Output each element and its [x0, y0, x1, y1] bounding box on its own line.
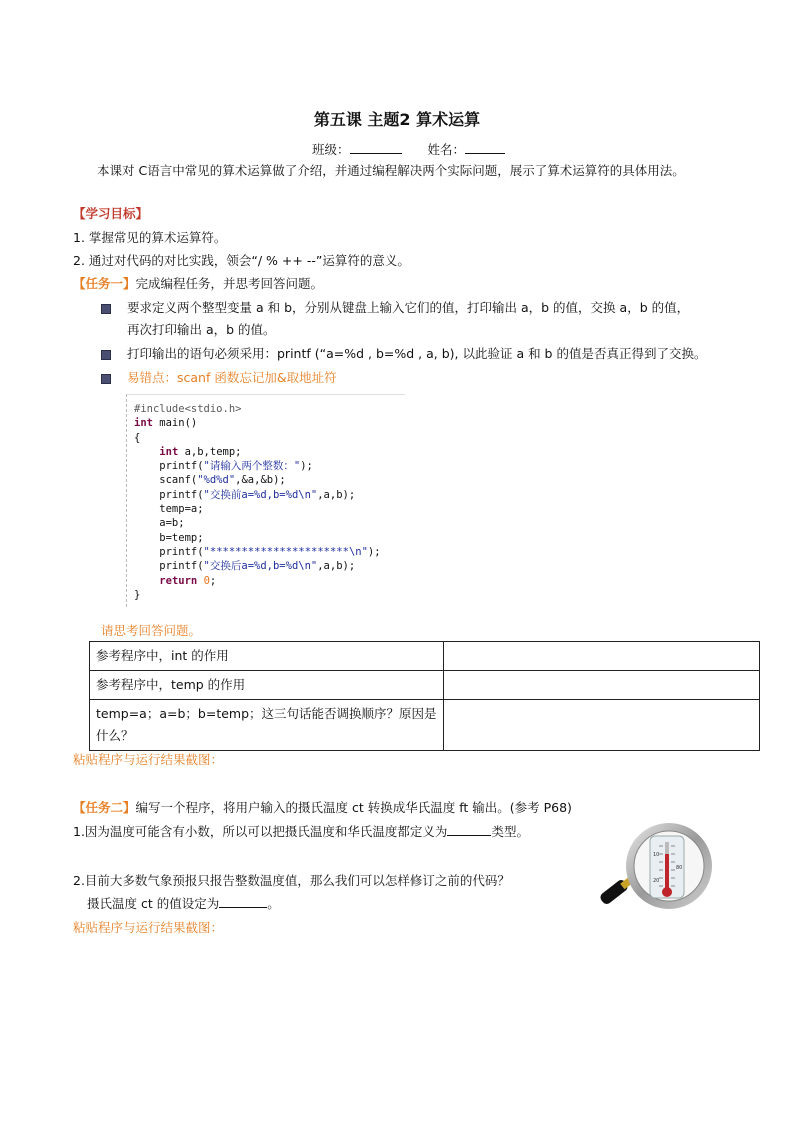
- code-line: printf("请输入两个整数：");: [134, 460, 313, 473]
- task2-q2: 2.目前大多数气象预报只报告整数温度值，那么我们可以怎样修订之前的代码？: [73, 873, 510, 888]
- code-line: int main(): [134, 417, 198, 430]
- code-line: printf("**********************\n");: [134, 545, 381, 558]
- bullet-text: 要求定义两个整型变量 a 和 b，分别从键盘上输入它们的值，打印输出 a，b 的值，交换 a，b 的值，: [127, 300, 690, 315]
- think-prompt: 请思考回答问题。: [101, 623, 202, 638]
- task1-bullet-1-cont: 再次打印输出 a，b 的值。: [127, 322, 276, 337]
- code-line: printf("交换后a=%d,b=%d\n",a,b);: [134, 560, 356, 573]
- task2-header-line: [73, 798, 572, 816]
- task1-header-line: [73, 274, 323, 292]
- name-blank[interactable]: [465, 141, 505, 154]
- code-line: }: [134, 588, 141, 601]
- task2-desc: 编写一个程序，将用户输入的摄氏温度 ct 转换成华氏温度 ft 输出。(参考 P68): [135, 800, 572, 815]
- table-row: [90, 642, 760, 671]
- page-title: 第五课 主题2 算术运算: [313, 110, 481, 129]
- name-label: 姓名：: [427, 142, 465, 157]
- q1-text: 1.因为温度可能含有小数，所以可以把摄氏温度和华氏温度都定义为: [73, 824, 448, 839]
- code-line: printf("交换前a=%d,b=%d\n",a,b);: [134, 488, 356, 501]
- question-cell: temp=a；a=b；b=temp；这三句话能否调换顺序？原因是什么？: [90, 700, 444, 751]
- question-cell: 参考程序中，temp 的作用: [90, 671, 444, 700]
- answer-cell[interactable]: [444, 700, 760, 751]
- task1-bullet-1: [101, 298, 689, 316]
- task1-desc: 完成编程任务，并思考回答问题。: [135, 276, 324, 291]
- thermo-label: 20: [653, 878, 660, 884]
- task2-header: 【任务二】: [73, 800, 136, 815]
- task1-bullet-3: [101, 368, 337, 386]
- code-line: int a,b,temp;: [159, 445, 242, 458]
- code-line: b=temp;: [134, 531, 204, 544]
- task1-header: 【任务一】: [73, 276, 136, 291]
- code-line: #include<stdio.h>: [134, 403, 242, 415]
- task2-q1: [73, 822, 529, 840]
- task2-q2-sub: [87, 894, 280, 912]
- q2-sub-suffix: 。: [267, 896, 280, 911]
- code-line: a=b;: [134, 517, 185, 530]
- thermo-label: 80: [676, 865, 683, 871]
- task1-bullet-2: [101, 344, 706, 362]
- code-line: temp=a;: [134, 503, 204, 516]
- q1-suffix: 类型。: [491, 824, 529, 839]
- intro-paragraph: 本课对 C语言中常见的算术运算做了介绍，并通过编程解决两个实际问题，展示了算术运算符的具体用法。: [97, 163, 685, 178]
- answer-cell[interactable]: [444, 671, 760, 700]
- bullet-text: 易错点：scanf 函数忘记加&取地址符: [127, 370, 337, 385]
- goal-item-2: 2. 通过对代码的对比实践，领会“/ % ++ --”运算符的意义。: [73, 253, 410, 268]
- q2-sub-text: 摄氏温度 ct 的值设定为: [87, 896, 220, 911]
- bullet-icon: [101, 304, 111, 314]
- q1-blank[interactable]: [447, 823, 491, 836]
- magnifier-thermometer-icon: [597, 822, 717, 912]
- bullet-icon: [101, 350, 111, 360]
- goal-item-1: 1. 掌握常见的算术运算符。: [73, 230, 227, 245]
- q2-blank[interactable]: [219, 895, 267, 908]
- answer-cell[interactable]: [444, 642, 760, 671]
- bullet-icon: [101, 374, 111, 384]
- qa-table: [89, 641, 760, 751]
- goals-header: 【学习目标】: [73, 206, 149, 221]
- class-blank[interactable]: [350, 141, 402, 154]
- code-line: scanf("%d%d",&a,&b);: [134, 474, 286, 487]
- table-row: [90, 700, 760, 751]
- class-name-line: [312, 140, 505, 158]
- task2-paste-label: 粘贴程序与运行结果截图：: [73, 920, 224, 935]
- bullet-text: 打印输出的语句必须采用：printf (“a=%d , b=%d , a, b), 以此验证 a 和 b 的值是否真正得到了交换。: [127, 346, 707, 361]
- code-line: return 0;: [159, 574, 217, 587]
- question-cell: 参考程序中，int 的作用: [90, 642, 444, 671]
- code-block: [134, 402, 381, 602]
- task1-paste-label: 粘贴程序与运行结果截图：: [73, 752, 224, 767]
- table-row: [90, 671, 760, 700]
- class-label: 班级：: [312, 142, 350, 157]
- thermo-label: 10: [653, 852, 660, 858]
- code-line: {: [134, 431, 141, 444]
